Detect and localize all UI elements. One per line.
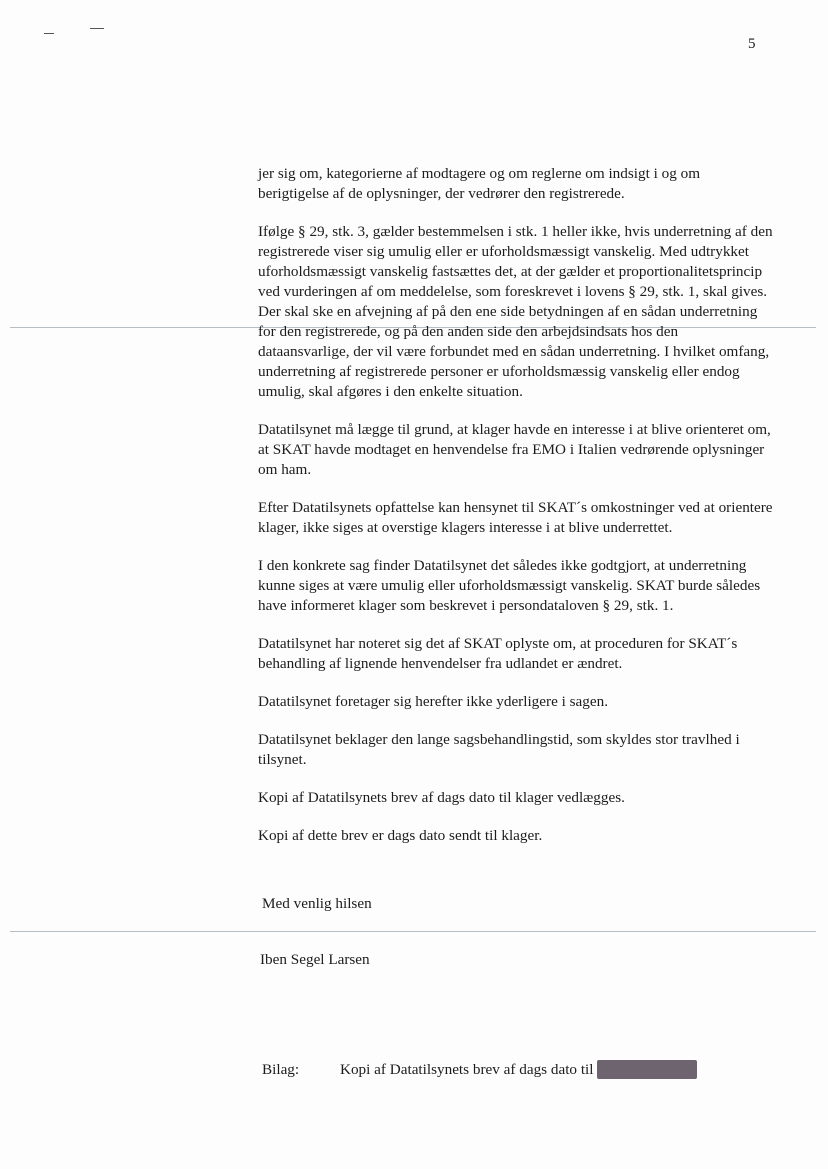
enclosure-line	[262, 1060, 697, 1079]
paragraph: I den konkrete sag finder Datatilsynet det således ikke godtgjort, at underretning kunne siges at være umulig eller uforholdsmæssigt vanskelig. SKAT burde således have informeret klager som beskrevet i persondataloven § 29, stk. 1.	[258, 557, 761, 614]
paragraph: Datatilsynet har noteret sig det af SKAT oplyste om, at proceduren for SKAT´s behandling af lignende henvendelser fra udlandet er ændret.	[258, 635, 738, 672]
paragraph: Kopi af dette brev er dags dato sendt til klager.	[258, 827, 543, 844]
scan-line-bottom	[10, 931, 816, 932]
letter-body	[258, 164, 773, 864]
enclosure-text: Kopi af Datatilsynets brev af dags dato til	[340, 1060, 594, 1078]
paragraph: Ifølge § 29, stk. 3, gælder bestemmelsen i stk. 1 heller ikke, hvis underretning af den registrerede viser sig umulig eller er uforholdsmæssigt vanskelig. Med udtrykket uforholdsmæssigt vanskelig fastsættes det, at der gælder et proportionalitetsprincip ved vurderingen af om meddelelse, som foreskrevet i lovens § 29, stk. 1, skal gives. Der skal ske en afvejning af på den ene side betydningen af en sådan underretning for den registrerede, og på den anden side den arbejdsindsats hos den dataansvarlige, der vil være forbundet med en sådan underretning. I hvilket omfang, underretning af registrerede personer er uforholdsmæssig vanskelig eller endog umulig, skal afgøres i den enkelte situation.	[258, 223, 773, 400]
paragraph: jer sig om, kategorierne af modtagere og om reglerne om indsigt i og om berigtigelse af de oplysninger, der vedrører den registrerede.	[258, 165, 701, 202]
closing-greeting: Med venlig hilsen	[262, 895, 372, 912]
enclosure-label: Bilag:	[262, 1060, 300, 1078]
scan-mark-right	[90, 28, 104, 29]
signature-name: Iben Segel Larsen	[260, 951, 370, 968]
paragraph: Datatilsynet foretager sig herefter ikke yderligere i sagen.	[258, 693, 609, 710]
paragraph: Datatilsynet beklager den lange sagsbehandlingstid, som skyldes stor travlhed i tilsynet.	[258, 731, 740, 768]
paragraph: Efter Datatilsynets opfattelse kan hensynet til SKAT´s omkostninger ved at orientere klager, ikke siges at overstige klagers interesse i at blive underrettet.	[258, 499, 773, 536]
paragraph: Kopi af Datatilsynets brev af dags dato til klager vedlægges.	[258, 789, 625, 806]
paragraph: Datatilsynet må lægge til grund, at klager havde en interesse i at blive orienteret om, at SKAT havde modtaget en henvendelse fra EMO i Italien vedrørende oplysninger om ham.	[258, 421, 771, 478]
redaction-block	[597, 1060, 697, 1079]
page-number: 5	[748, 36, 756, 52]
scan-mark-left	[44, 33, 54, 34]
